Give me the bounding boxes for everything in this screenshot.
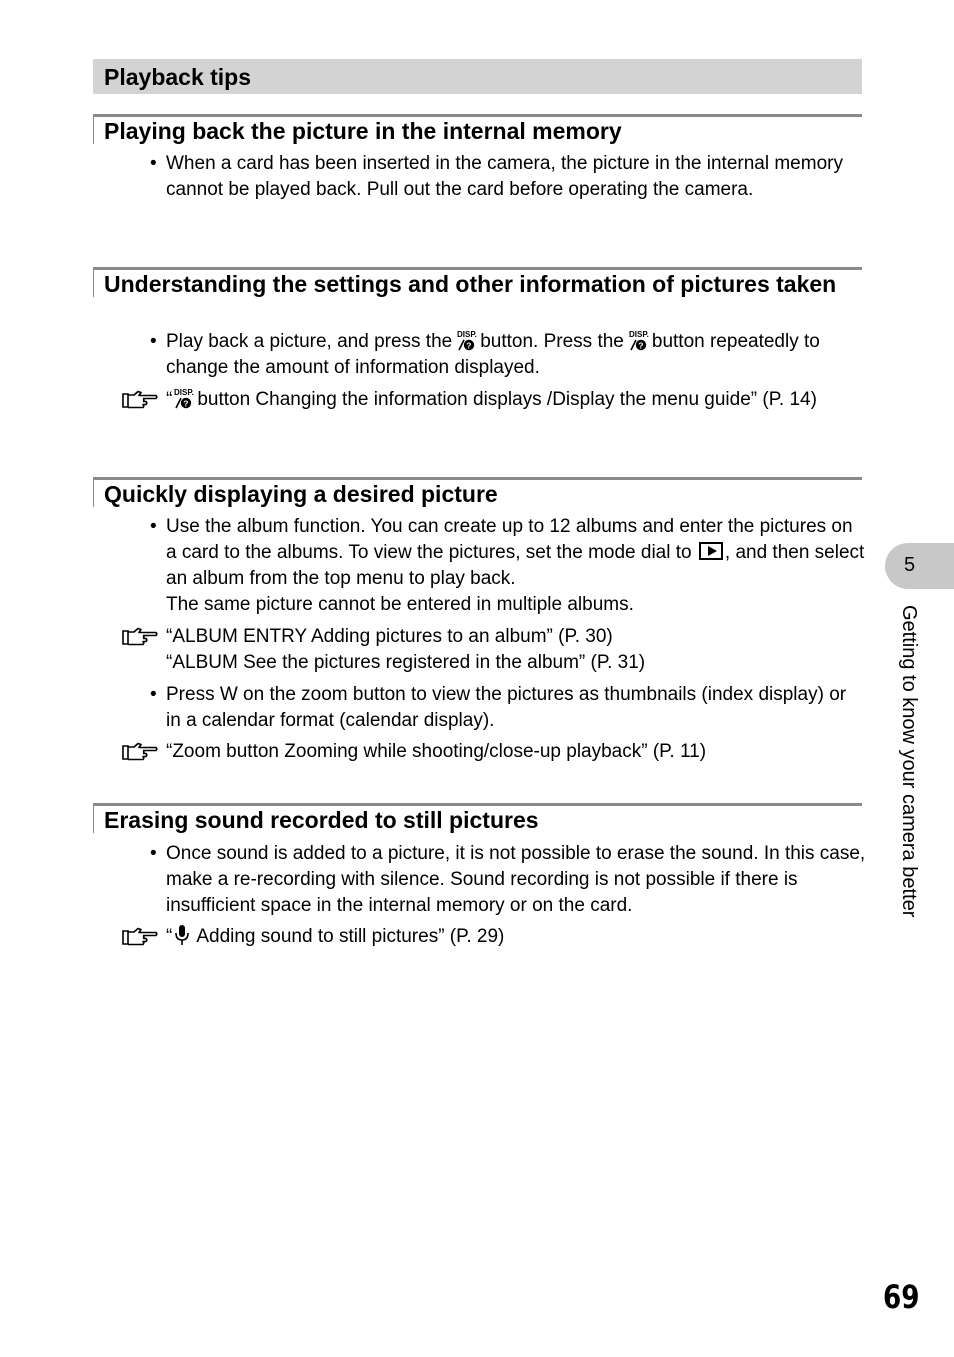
pointing-hand-icon <box>122 390 158 410</box>
bullet-text: button repeatedly to change the amount of information displayed. <box>166 331 820 378</box>
section-title-bar <box>93 59 862 94</box>
reference-item <box>166 924 866 950</box>
playback-icon <box>699 542 723 560</box>
chapter-tab <box>885 543 954 589</box>
chapter-number: 5 <box>904 554 916 576</box>
reference-text: Adding sound to still pictures” (P. 29) <box>196 926 505 947</box>
bullet-text: The same picture cannot be entered in multiple albums. <box>166 594 634 615</box>
reference-text: button Changing the information displays /Display the menu guide” (P. 14) <box>197 389 817 410</box>
section-settings-info <box>93 267 862 297</box>
chapter-title: Getting to know your camera better <box>898 605 920 918</box>
bullet-text: Press W on the zoom button to view the pictures as thumbnails (index display) or in a calendar format (calendar display). <box>166 684 847 731</box>
section-heading: Erasing sound recorded to still pictures <box>104 807 539 833</box>
section-heading: Understanding the settings and other information of pictures taken <box>104 271 837 297</box>
reference-text: “Zoom button Zooming while shooting/close-up playback” (P. 11) <box>166 741 707 762</box>
bullet-item <box>150 329 866 381</box>
section-internal-memory <box>93 114 862 144</box>
bullet-item <box>150 151 866 203</box>
pointing-hand-icon <box>122 927 158 947</box>
pointing-hand-icon <box>122 627 158 647</box>
section-quick-display <box>93 477 862 507</box>
page-number: 69 <box>883 1278 920 1316</box>
bullet-text: , and then select an album from the top menu to play back. <box>166 542 865 589</box>
bullet-text: button. Press the <box>480 331 624 352</box>
section-erasing-sound <box>93 803 862 833</box>
bullet-text: Play back a picture, and press the <box>166 331 453 352</box>
disp-help-icon <box>627 329 649 351</box>
disp-help-icon <box>455 329 477 351</box>
reference-text: “ <box>166 389 173 410</box>
bullet-icon: • <box>150 684 157 705</box>
bullet-icon: • <box>150 153 157 174</box>
bullet-item <box>150 514 866 618</box>
reference-item <box>166 739 866 765</box>
bullet-icon: • <box>150 516 157 537</box>
reference-text: “ <box>166 926 173 947</box>
bullet-text: Once sound is added to a picture, it is not possible to erase the sound. In this case, make a re-recording with silence. Sound recording is not possible if there is insufficient space in the internal memory or on the card. <box>166 843 866 916</box>
pointing-hand-icon <box>122 742 158 762</box>
bullet-text: Use the album function. You can create up to 12 albums and enter the pictures on a card to the albums. To view the pictures, set the mode dial to <box>166 516 853 563</box>
bullet-icon: • <box>150 331 157 352</box>
bullet-icon: • <box>150 843 157 864</box>
section-heading: Playing back the picture in the internal memory <box>104 118 622 144</box>
section-heading: Quickly displaying a desired picture <box>104 481 498 507</box>
reference-item <box>166 387 866 413</box>
bullet-item <box>150 841 866 919</box>
reference-text: “ALBUM ENTRY Adding pictures to an album” (P. 30) <box>166 626 613 647</box>
bullet-text: When a card has been inserted in the camera, the picture in the internal memory cannot be played back. Pull out the card before operating the camera. <box>166 153 843 200</box>
reference-text: “ALBUM See the pictures registered in the album” (P. 31) <box>166 652 646 673</box>
bullet-item <box>150 682 866 734</box>
disp-help-icon <box>172 387 194 409</box>
microphone-icon <box>174 924 190 946</box>
reference-item <box>166 624 866 676</box>
page-title: Playback tips <box>104 64 252 90</box>
